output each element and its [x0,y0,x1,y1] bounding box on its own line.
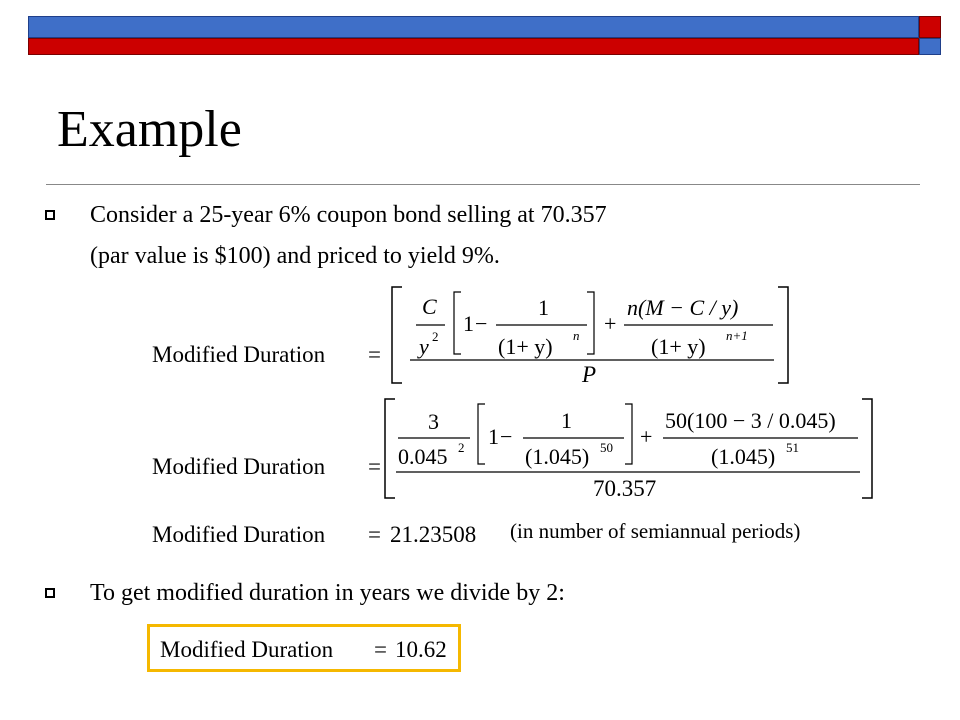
formula-1-one-plus-y: (1+ y) [498,334,553,359]
formula-general [140,282,800,388]
formula-1-den2: (1+ y) [651,334,706,359]
formula-1-n1: n+1 [726,328,748,343]
formula-1-y: y [419,334,429,359]
formula-1-one: 1 [463,311,474,336]
formula-2-num-one: 1 [561,408,572,433]
formula-1-label: Modified Duration [152,342,326,367]
svg-text:−: − [475,311,488,336]
svg-text:+: + [640,424,653,449]
banner-red-square [919,16,941,38]
formula-1-P: P [582,362,597,387]
formula-1-C: C [422,294,437,319]
formula-1-num-one: 1 [538,295,549,320]
formula-2-y: 0.045 [398,444,448,469]
formula-2-exp50: 50 [600,440,613,455]
bullet-square-icon [45,210,55,220]
svg-text:=: = [368,342,381,367]
banner-red-bar [28,38,919,55]
bullet-2-line-1: To get modified duration in years we divide by 2: [90,580,565,606]
slide-title: Example [57,101,242,158]
semiannual-note: (in number of semiannual periods) [510,519,801,543]
svg-text:=: = [368,454,381,479]
bullet-1-line-2: (par value is $100) and priced to yield 9%. [90,243,500,269]
formula-2-exp2: 2 [458,440,465,455]
formula-3-label: Modified Duration [152,522,326,547]
formula-2-den2: (1.045) [711,444,776,469]
bullet-1-line-1: Consider a 25-year 6% coupon bond selling at 70.357 [90,202,607,228]
formula-2-label: Modified Duration [152,454,326,479]
formula-result-periods [140,514,510,554]
formula-2-price: 70.357 [593,476,657,501]
title-divider [46,184,920,185]
formula-2-exp51: 51 [786,440,799,455]
formula-3-value: 21.23508 [390,522,477,547]
formula-2-num2: 50(100 − 3 / 0.045) [665,408,836,433]
svg-text:=: = [368,522,381,547]
formula-4-value: 10.62 [395,637,447,662]
formula-result-years [150,628,460,668]
formula-numeric [140,394,880,502]
formula-2-three: 3 [428,409,439,434]
formula-2-one: 1 [488,424,499,449]
formula-1-n: n [573,328,580,343]
svg-text:=: = [374,637,387,662]
formula-1-num2: n(M − C / y) [627,295,739,320]
formula-1-exp2: 2 [432,329,439,344]
svg-text:+: + [604,311,617,336]
banner-blue-bar [28,16,919,38]
svg-text:−: − [500,424,513,449]
banner-blue-square [919,38,941,55]
formula-4-label: Modified Duration [160,637,334,662]
bullet-square-icon [45,588,55,598]
formula-2-base: (1.045) [525,444,590,469]
